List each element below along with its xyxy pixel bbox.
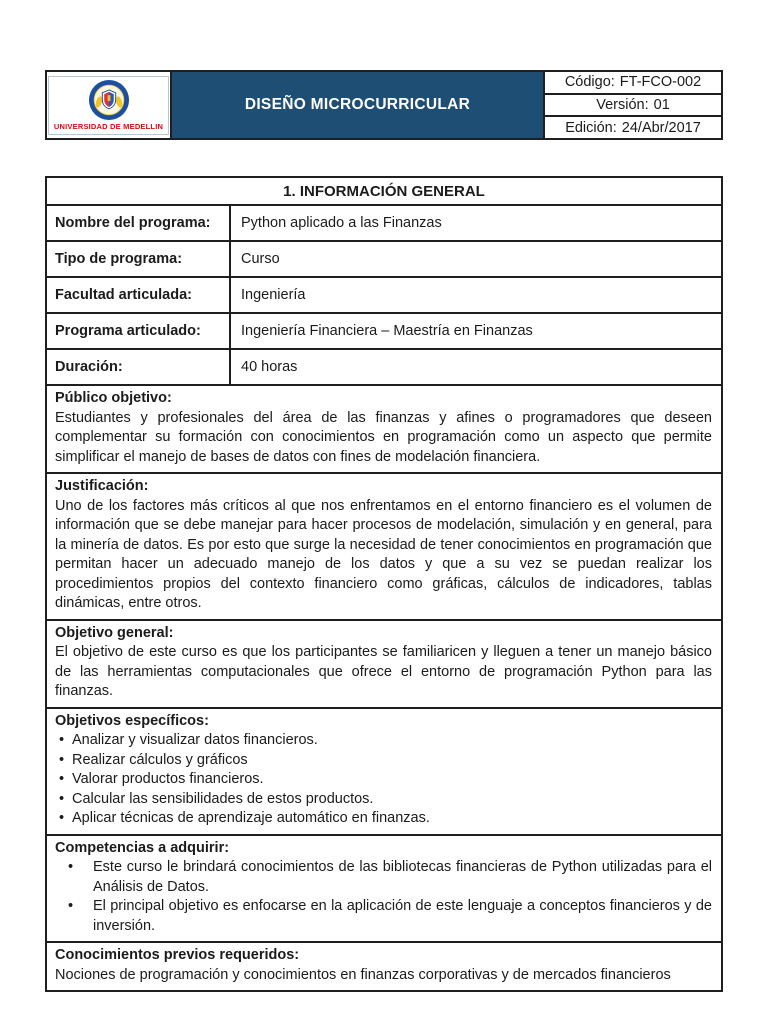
meta-version-label: Versión: — [596, 97, 649, 113]
section-publico-objetivo — [47, 386, 721, 474]
section-objetivos-especificos — [47, 709, 721, 836]
meta-edicion-value: 24/Abr/2017 — [621, 119, 701, 136]
section-paragraph: El objetivo de este curso es que los participantes se familiaricen y lleguen a tener un manejo básico de las herramientas computacionales que ofrece el entorno de programación Python para las finanzas. — [55, 644, 712, 699]
section-paragraph: Uno de los factores más críticos al que nos enfrentamos en el entorno financiero es el volumen de información que se debe manejar para hacer procesos de modelación, simulación y en general, para la minería de datos. Es por esto que surge la necesidad de tener conocimientos en programación que permitan hacer un adecuado manejo de los datos y que a su vez se puedan realizar los procedimientos propios del contexto financiero como gráficas, cálculos de indicadores, tablas dinámicas, entre otros. — [55, 497, 712, 611]
field-row-programa-articulado — [47, 314, 721, 350]
university-seal-icon — [88, 79, 130, 121]
list-item: • El principal objetivo es enfocarse en la aplicación de este lenguaje a conceptos financieros y de inversión. — [55, 897, 712, 936]
section-title: 1. INFORMACIÓN GENERAL — [47, 178, 721, 206]
meta-codigo-label: Código: — [564, 74, 615, 91]
header-meta-column — [545, 72, 721, 138]
competencias-list — [55, 858, 712, 936]
field-row-nombre-programa — [47, 206, 721, 242]
meta-version — [545, 95, 721, 118]
field-row-facultad-articulada — [47, 278, 721, 314]
field-label: Programa articulado: — [47, 314, 231, 348]
meta-codigo-value: FT-FCO-002 — [619, 74, 702, 91]
field-label: Duración: — [47, 350, 231, 384]
field-value: Ingeniería — [241, 287, 306, 303]
list-item: • Calcular las sensibilidades de estos productos. — [55, 790, 712, 810]
list-item: • Analizar y visualizar datos financieros. — [55, 731, 712, 751]
section-heading: Competencias a adquirir: — [55, 839, 230, 856]
meta-edicion — [545, 117, 721, 138]
list-item: • Este curso le brindará conocimientos de las bibliotecas financieras de Python utilizadas para el Análisis de Datos. — [55, 858, 712, 897]
objetivos-especificos-list — [55, 731, 712, 829]
logo-frame — [48, 76, 169, 135]
field-row-duracion — [47, 350, 721, 386]
field-value: Python aplicado a las Finanzas — [241, 215, 442, 231]
section-conocimientos-previos — [47, 943, 721, 990]
field-label: Facultad articulada: — [47, 278, 231, 312]
meta-codigo — [545, 72, 721, 95]
header-table — [45, 70, 723, 140]
section-heading: Público objetivo: — [55, 390, 172, 406]
field-row-tipo-programa — [47, 242, 721, 278]
section-heading: Justificación: — [55, 478, 149, 494]
field-value: 40 horas — [241, 359, 298, 375]
section-heading: Conocimientos previos requeridos: — [55, 947, 300, 963]
section-heading: Objetivo general: — [55, 624, 174, 641]
list-item: • Aplicar técnicas de aprendizaje automático en finanzas. — [55, 809, 712, 829]
section-heading: Objetivos específicos: — [55, 712, 209, 729]
field-label: Nombre del programa: — [47, 206, 231, 240]
document-title-banner: DISEÑO MICROCURRICULAR — [172, 72, 545, 138]
list-item: • Valorar productos financieros. — [55, 770, 712, 790]
section-competencias — [47, 836, 721, 944]
field-value: Curso — [241, 251, 280, 267]
general-info-table — [45, 176, 723, 992]
section-justificacion — [47, 474, 721, 621]
logo-caption: UNIVERSIDAD DE MEDELLIN — [53, 121, 164, 131]
list-item: • Realizar cálculos y gráficos — [55, 751, 712, 771]
section-paragraph: Nociones de programación y conocimientos en finanzas corporativas y de mercados financieros — [55, 966, 671, 983]
section-objetivo-general — [47, 621, 721, 709]
meta-edicion-label: Edición: — [565, 119, 617, 136]
field-value: Ingeniería Financiera – Maestría en Finanzas — [241, 323, 533, 339]
section-paragraph: Estudiantes y profesionales del área de las finanzas y afines o programadores que deseen complementar su formación con conocimientos en programación como un aspecto que permite simplificar el manejo de bases de datos con fines de modelación financiera. — [55, 409, 712, 465]
field-label: Tipo de programa: — [47, 242, 231, 276]
meta-version-value: 01 — [653, 97, 670, 113]
university-logo — [47, 72, 172, 138]
